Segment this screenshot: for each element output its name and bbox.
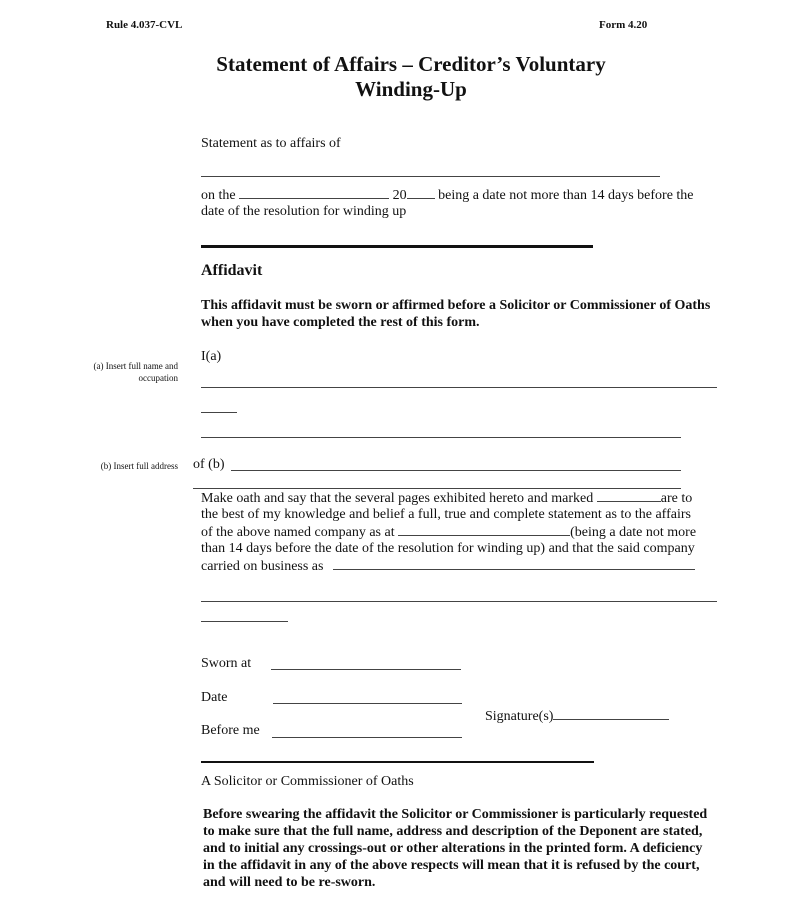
- form-number: Form 4.20: [599, 19, 648, 31]
- name-field-line-1[interactable]: [201, 387, 717, 388]
- i-label: I(a): [201, 349, 222, 364]
- affairs-date-field[interactable]: [398, 523, 570, 536]
- oath-text-5: (being a date not more: [570, 525, 697, 540]
- oath-text-1: Make oath and say that the several pages exhibited hereto and marked: [201, 491, 594, 506]
- name-field-line-2[interactable]: [201, 412, 237, 413]
- oath-line-5: [201, 557, 695, 575]
- statement-date-field[interactable]: [239, 186, 389, 199]
- page-title: [200, 52, 622, 102]
- footer-note: Before swearing the affidavit the Solicitor or Commissioner is particularly requested to make sure that the full name, address and description of the Deponent are stated, and to initial any crossings-out or other alterations in the printed form. A deficiency in the affidavit in any of the above respects will mean that it is refused by the court, and will need to be re-sworn.: [203, 807, 708, 890]
- signature-label: Signature(s): [485, 709, 554, 724]
- oath-text-2: are to: [660, 491, 693, 506]
- date-label: Date: [201, 690, 228, 705]
- solicitor-signature-line[interactable]: [201, 761, 594, 763]
- date-description-2: date of the resolution for winding up: [201, 204, 407, 219]
- business-field-line-2[interactable]: [201, 601, 717, 602]
- title-line-1: Statement of Affairs – Creditor’s Voluntary: [216, 52, 606, 76]
- company-name-field[interactable]: [201, 176, 660, 177]
- oath-line-3: [201, 523, 696, 541]
- oath-text-4: of the above named company as at: [201, 525, 395, 540]
- section-divider: [201, 245, 593, 248]
- rule-number: Rule 4.037-CVL: [106, 19, 183, 31]
- pages-marked-field[interactable]: [597, 489, 661, 502]
- note-a: (a) Insert full name and occupation: [93, 361, 178, 383]
- before-me-field[interactable]: [272, 737, 462, 738]
- sworn-at-label: Sworn at: [201, 656, 252, 671]
- on-the-label: on the: [201, 188, 236, 203]
- signature-line: [485, 707, 669, 725]
- year-field[interactable]: [407, 186, 435, 199]
- statement-intro: Statement as to affairs of: [201, 136, 341, 151]
- occupation-field-line[interactable]: [201, 437, 681, 438]
- date-description: being a date not more than 14 days before the: [438, 188, 694, 203]
- address-field-line[interactable]: [231, 470, 681, 471]
- signature-field[interactable]: [553, 707, 669, 720]
- year-prefix: 20: [392, 188, 407, 203]
- of-label: of (b): [193, 457, 225, 472]
- statement-date-line: [201, 186, 694, 204]
- oath-line-2: the best of my knowledge and belief a full, true and complete statement as to the affairs: [201, 507, 691, 522]
- before-me-label: Before me: [201, 723, 260, 738]
- affidavit-instruction: This affidavit must be sworn or affirmed before a Solicitor or Commissioner of Oaths when you have completed the rest of this form.: [201, 298, 711, 330]
- business-field[interactable]: [333, 557, 695, 570]
- sworn-at-field[interactable]: [271, 669, 461, 670]
- solicitor-label: A Solicitor or Commissioner of Oaths: [201, 774, 414, 789]
- oath-line-1: [201, 489, 692, 507]
- oath-text-7: carried on business as: [201, 559, 324, 574]
- title-line-2: Winding-Up: [355, 77, 467, 101]
- oath-line-4: than 14 days before the date of the resolution for winding up) and that the said company: [201, 541, 695, 556]
- date-field[interactable]: [273, 703, 462, 704]
- note-b: (b) Insert full address: [100, 461, 178, 471]
- affidavit-heading: Affidavit: [201, 262, 263, 279]
- business-field-line-3[interactable]: [201, 621, 288, 622]
